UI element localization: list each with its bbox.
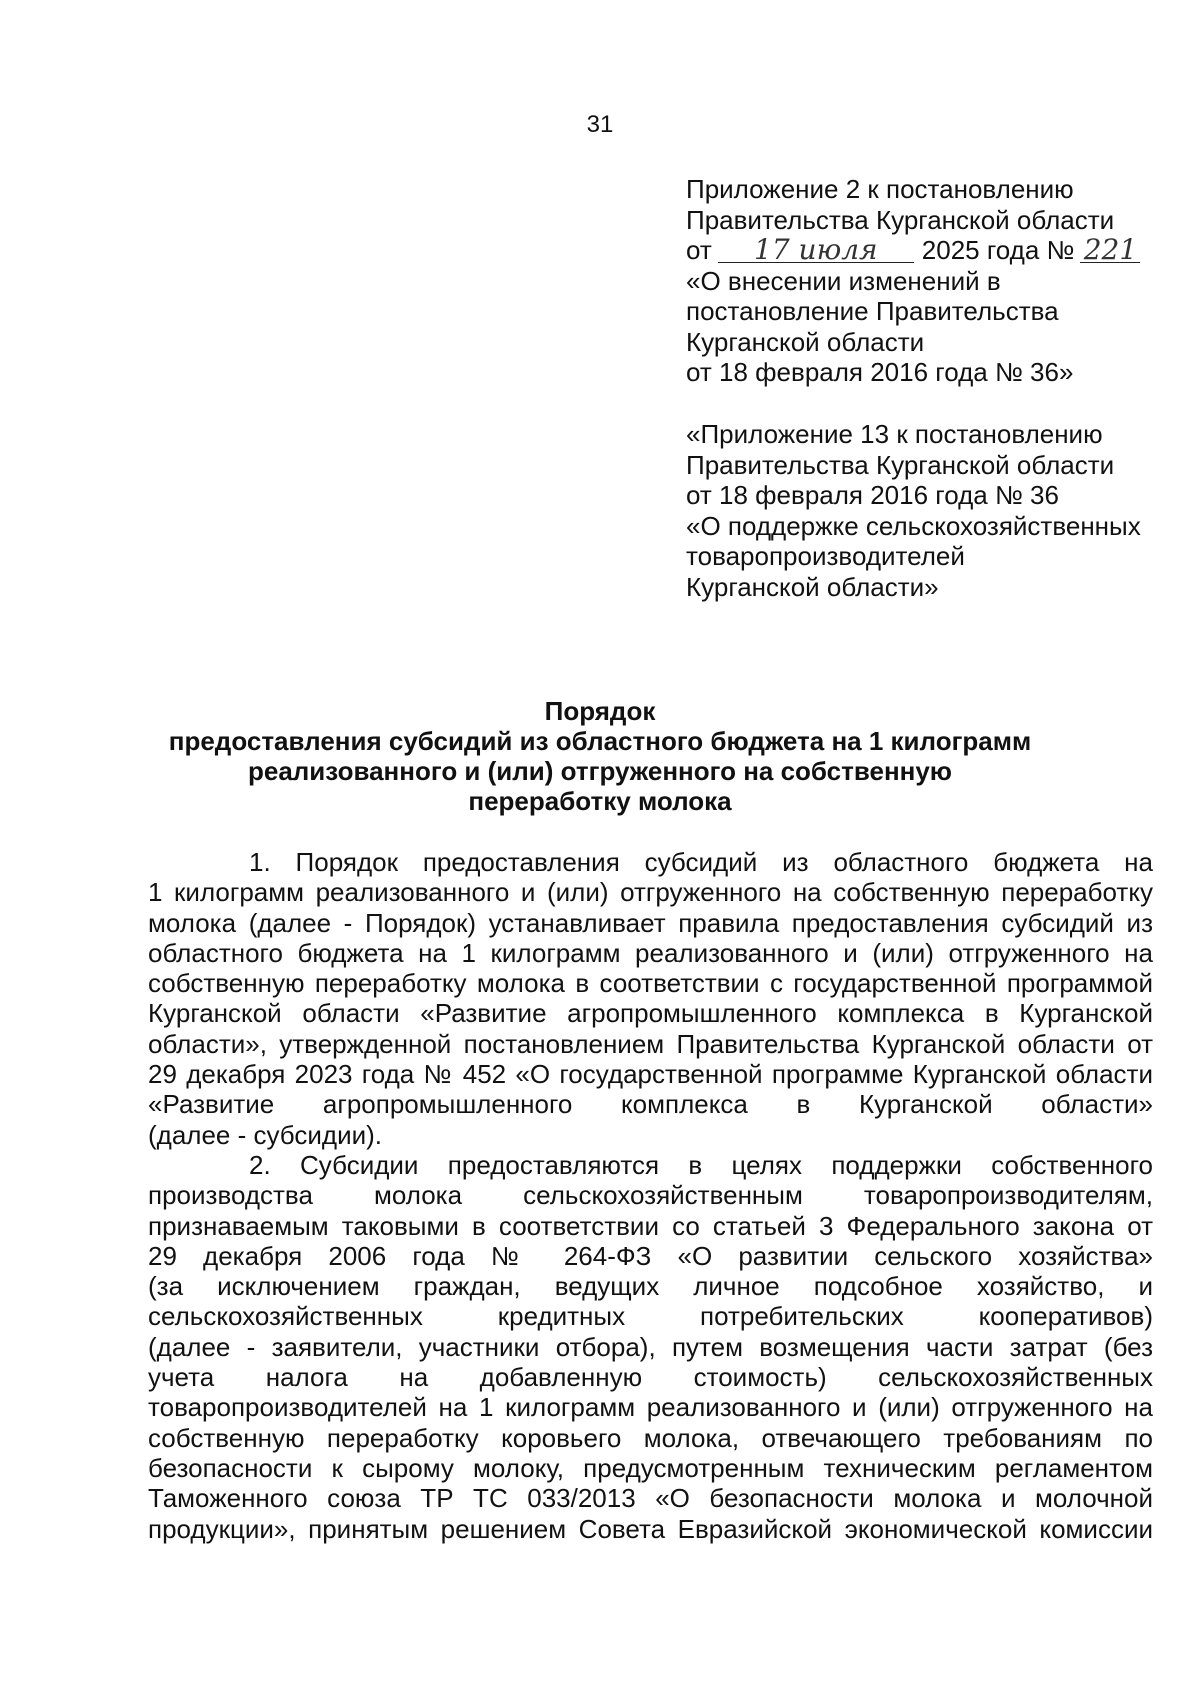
paragraph-2-line: продукции», принятым решением Совета Евразийской экономической комиссии: [148, 1513, 1153, 1544]
appendix-line: товаропроизводителей: [686, 541, 965, 571]
paragraph-1-line: 29 декабря 2023 года № 452 «О государственной программе Курганской области: [148, 1059, 1153, 1090]
handwritten-number: 221: [1083, 233, 1138, 266]
title-line: переработку молока: [468, 786, 732, 816]
title-line: Порядок: [544, 696, 656, 726]
appendix-line: от 18 февраля 2016 года № 36: [686, 480, 1059, 510]
paragraph-2-line: 29 декабря 2006 года № 264-ФЗ «О развитии сельского хозяйства»: [148, 1240, 1153, 1271]
paragraph-1-line: Курганской области «Развитие агропромышленного комплекса в Курганской: [148, 998, 1153, 1029]
paragraph-2-line: производства молока сельскохозяйственным товаропроизводителям,: [148, 1180, 1153, 1211]
paragraph-2-line: безопасности к сырому молоку, предусмотренным техническим регламентом: [148, 1452, 1153, 1483]
title-line: реализованного и (или) отгруженного на собственную: [247, 756, 953, 786]
appendix-line: «О внесении изменений в: [686, 265, 1001, 296]
appendix-line: «О поддержке сельскохозяйственных: [686, 510, 1141, 541]
paragraph-2-line: признаваемым таковыми в соответствии со статьей 3 Федерального закона от: [148, 1210, 1153, 1241]
year-text: 2025 года №: [921, 235, 1075, 265]
document-title: [140, 696, 1060, 816]
handwritten-date-field: [718, 233, 914, 266]
appendix-header: [686, 174, 1166, 388]
paragraph-2-line: (за исключением граждан, ведущих личное подсобное хозяйство, и: [148, 1271, 1153, 1302]
paragraph-2-line: 2. Субсидии предоставляются в целях поддержки собственного: [249, 1149, 1153, 1180]
paragraph-1-line: (далее - субсидии).: [148, 1119, 382, 1150]
paragraph-1-line: молока (далее - Порядок) устанавливает правила предоставления субсидий из: [148, 907, 1153, 938]
paragraph-2-line: Таможенного союза ТР ТС 033/2013 «О безопасности молока и молочной: [148, 1483, 1153, 1514]
appendix-date-line: [686, 235, 1166, 266]
handwritten-number-field: [1080, 233, 1140, 266]
body-text: [148, 847, 1153, 1544]
appendix-line: Приложение 2 к постановлению: [686, 174, 1074, 204]
appendix-line: постановление Правительства: [686, 296, 1059, 326]
appendix-line: от 18 февраля 2016 года № 36»: [686, 357, 1074, 387]
page-number: 31: [586, 111, 614, 138]
paragraph-1-line: 1 килограмм реализованного и (или) отгруженного на собственную переработку: [148, 877, 1153, 908]
date-prefix: от: [686, 235, 712, 265]
paragraph-1-line: областного бюджета на 1 килограмм реализованного и (или) отгруженного на: [148, 937, 1153, 968]
paragraph-2-line: учета налога на добавленную стоимость) сельскохозяйственных: [148, 1362, 1153, 1393]
paragraph-2-line: товаропроизводителей на 1 килограмм реализованного и (или) отгруженного на: [148, 1392, 1153, 1423]
paragraph-2-line: (далее - заявители, участники отбора), путем возмещения части затрат (без: [148, 1331, 1153, 1362]
appendix-line: Курганской области»: [686, 571, 939, 602]
paragraph-1-line: собственную переработку молока в соответствии с государственной программой: [148, 968, 1153, 999]
paragraph-2-line: собственную переработку коровьего молока, отвечающего требованиям по: [148, 1422, 1153, 1453]
appendix-line: Правительства Курганской области: [686, 449, 1115, 480]
paragraph-1-line: области», утвержденной постановлением Правительства Курганской области от: [148, 1028, 1153, 1059]
paragraph-2-line: сельскохозяйственных кредитных потребительских кооперативов): [148, 1301, 1153, 1332]
paragraph-1-line: 1. Порядок предоставления субсидий из областного бюджета на: [249, 847, 1153, 877]
appendix-reference: [686, 419, 1166, 602]
appendix-line: Курганской области: [686, 326, 925, 357]
paragraph-1-line: «Развитие агропромышленного комплекса в Курганской области»: [148, 1089, 1153, 1120]
appendix-line: «Приложение 13 к постановлению: [686, 419, 1103, 449]
title-line: предоставления субсидий из областного бюджета на 1 килограмм: [168, 726, 1032, 756]
appendix-line: Правительства Курганской области: [686, 204, 1115, 235]
handwritten-date: 17 июля: [754, 233, 878, 266]
